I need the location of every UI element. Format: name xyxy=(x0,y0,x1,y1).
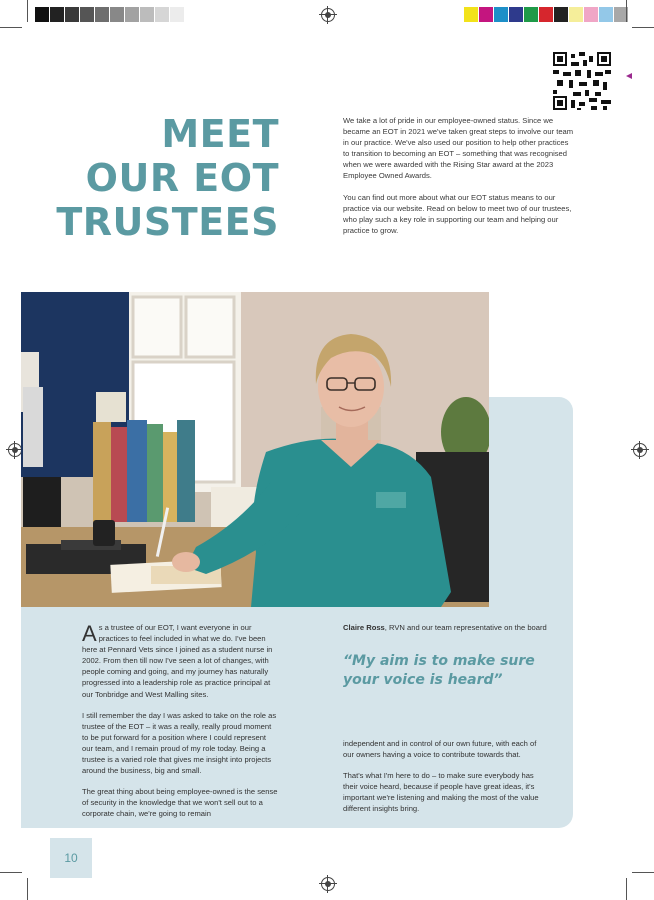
color-swatch xyxy=(584,7,599,22)
color-swatch xyxy=(110,7,125,22)
intro-text xyxy=(343,115,575,246)
crop-mark xyxy=(632,872,654,873)
article-paragraph: I still remember the day I was asked to take on the role as trustee of the EOT – it was a really, really proud moment to be put forward for a position where I could represent our team, and I remain proud of my role today. Being a trustee is a varied role that gives me insight into projects around the business, big and small. xyxy=(82,710,277,776)
registration-mark-icon xyxy=(8,443,22,457)
color-swatch xyxy=(50,7,65,22)
arrow-mark-icon xyxy=(626,73,632,79)
crop-mark xyxy=(27,0,28,22)
crop-mark xyxy=(0,27,22,28)
qr-code-icon[interactable] xyxy=(553,52,611,110)
intro-paragraph: We take a lot of pride in our employee-owned status. Since we became an EOT in 2021 we've taken great steps to involve our team in our practice. We've also used our position to help other practices to transition to becoming an EOT – something that was recognised when we were awarded with the Rising Star award at the 2023 Employee Owned Awards. xyxy=(343,116,574,181)
crop-mark xyxy=(632,27,654,28)
page-number: 10 xyxy=(50,838,92,878)
crop-mark xyxy=(0,872,22,873)
color-swatch xyxy=(125,7,140,22)
registration-mark-icon xyxy=(633,443,647,457)
trustee-role: , RVN and our team representative on the board xyxy=(384,623,547,632)
photo-illustration xyxy=(21,292,489,607)
article-paragraph: independent and in control of our own future, with each of our owners having a voice to contribute towards that. xyxy=(343,739,537,760)
drop-cap: A xyxy=(82,621,97,646)
article-paragraph: That's what I'm here to do – to make sure everybody has their voice heard, because if people have great ideas, it's important we're listening and making the most of the value different insights bring. xyxy=(343,771,539,814)
color-swatch xyxy=(35,7,50,22)
trustee-name: Claire Ross xyxy=(343,623,385,632)
registration-mark-icon xyxy=(321,8,335,22)
grayscale-bar xyxy=(35,7,185,22)
color-bar xyxy=(464,7,629,22)
color-swatch xyxy=(479,7,494,22)
crop-mark xyxy=(626,878,627,900)
color-swatch xyxy=(170,7,185,22)
color-swatch xyxy=(554,7,569,22)
color-swatch xyxy=(65,7,80,22)
registration-mark-icon xyxy=(321,877,335,891)
crop-mark xyxy=(27,878,28,900)
page-title xyxy=(56,112,279,244)
title-line: TRUSTEES xyxy=(56,200,279,244)
trustee-photo xyxy=(21,292,489,607)
article-left-column xyxy=(82,622,278,830)
title-line: MEET xyxy=(161,112,279,156)
color-swatch xyxy=(509,7,524,22)
paragraph-text: s a trustee of our EOT, I want everyone in our practices to feel included in what we do. I've been here at Pennard Vets since I joined as a student nurse in 2002. From then till now I've seen a lot of changes, with people coming and going, and my journey has naturally progressed into a leadership role as practice principal at our Tonbridge and West Malling sites. xyxy=(82,623,273,699)
article-paragraph xyxy=(82,622,278,700)
color-swatch xyxy=(464,7,479,22)
color-swatch xyxy=(95,7,110,22)
pull-quote: “My aim is to make sure your voice is heard” xyxy=(343,653,535,688)
color-swatch xyxy=(524,7,539,22)
color-swatch xyxy=(80,7,95,22)
trustee-caption xyxy=(343,622,563,633)
color-swatch xyxy=(539,7,554,22)
article-right-column xyxy=(343,738,543,825)
color-swatch xyxy=(494,7,509,22)
color-swatch xyxy=(140,7,155,22)
article-paragraph: The great thing about being employee-owned is the sense of security in the knowledge that we won't sell out to a corporate chain, we're going to remain xyxy=(82,787,278,819)
color-swatch xyxy=(599,7,614,22)
intro-paragraph: You can find out more about what our EOT status means to our practice via our website. Read on below to meet two of our trustees, who play such a key role in supporting our team and helping our practice to grow. xyxy=(343,192,572,235)
crop-mark xyxy=(626,0,627,22)
color-swatch xyxy=(569,7,584,22)
title-line: OUR EOT xyxy=(85,156,279,200)
color-swatch xyxy=(155,7,170,22)
